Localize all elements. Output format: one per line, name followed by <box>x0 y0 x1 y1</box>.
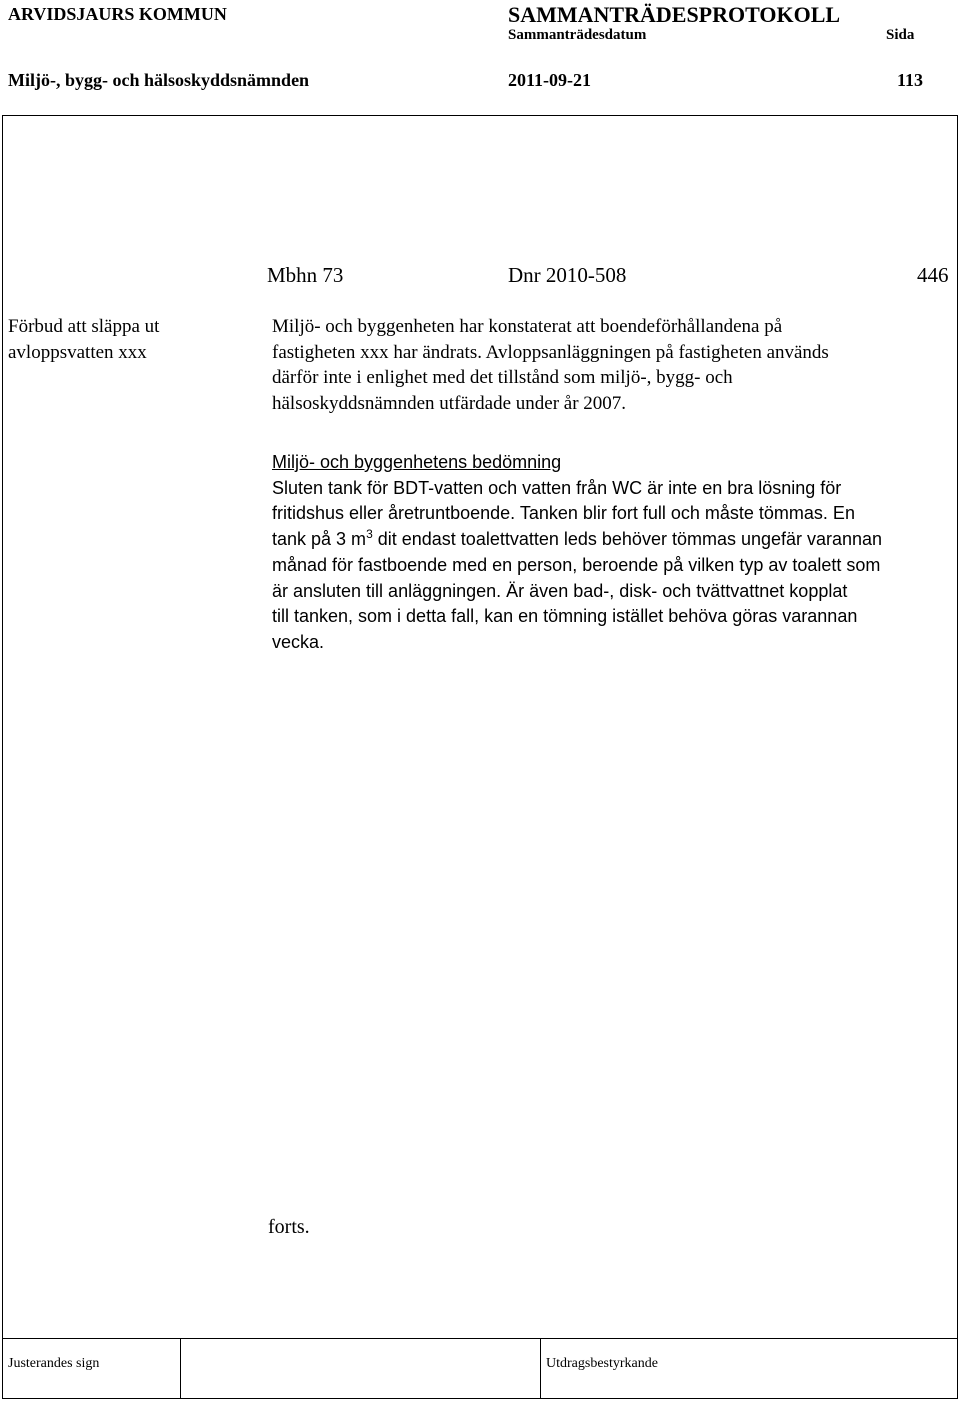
intro-line: hälsoskyddsnämnden utfärdade under år 2007. <box>272 393 627 415</box>
case-title-line: Förbud att släppa ut <box>8 316 160 337</box>
certification-label: Utdragsbestyrkande <box>546 1356 658 1371</box>
paragraph-number: Mbhn 73 <box>267 263 344 287</box>
case-title <box>8 314 159 365</box>
date-label: Sammanträdesdatum <box>508 27 647 43</box>
assessment-line: fritidshus eller åretruntboende. Tanken blir fort full och måste tömmas. En <box>272 503 855 524</box>
municipality-name: ARVIDSJAURS KOMMUN <box>8 4 227 24</box>
assessment-line: månad för fastboende med en person, beroende på vilken typ av toalett som <box>272 554 881 575</box>
intro-line: fastigheten xxx har ändrats. Avloppsanläggningen på fastigheten används <box>272 341 829 363</box>
diary-number: Dnr 2010-508 <box>508 263 627 287</box>
case-title-line: avloppsvatten xxx <box>8 341 147 363</box>
continued-marker: forts. <box>268 1216 310 1238</box>
page-label: Sida <box>886 27 915 43</box>
assessment-line: till tanken, som i detta fall, kan en tömning istället behöva göras varannan <box>272 606 858 627</box>
page-number: 113 <box>897 70 924 90</box>
intro-line: Miljö- och byggenheten har konstaterat att boendeförhållandena på <box>272 316 783 337</box>
intro-line: därför inte i enlighet med det tillstånd som miljö-, bygg- och <box>272 367 733 389</box>
meeting-date: 2011-09-21 <box>508 70 591 90</box>
assessment-line: tank på 3 $m^3$ dit endast toalettvatten leds behöver tömmas ungefär varannan <box>272 527 883 550</box>
committee-name: Miljö-, bygg- och hälsoskyddsnämnden <box>8 70 310 90</box>
assessment-heading: Miljö- och byggenhetens bedömning <box>272 452 562 472</box>
document-type: SAMMANTRÄDESPROTOKOLL <box>508 2 841 27</box>
assessment-section <box>272 450 882 656</box>
intro-paragraph <box>272 314 829 417</box>
assessment-line: Sluten tank för BDT-vatten och vatten från WC är inte en bra lösning för <box>272 477 842 498</box>
signer-label: Justerandes sign <box>8 1356 100 1371</box>
case-code: 446 <box>917 263 949 287</box>
assessment-line: vecka. <box>272 631 325 652</box>
assessment-line: är ansluten till anläggningen. Är även bad-, disk- och tvättvattnet kopplat <box>272 580 848 601</box>
